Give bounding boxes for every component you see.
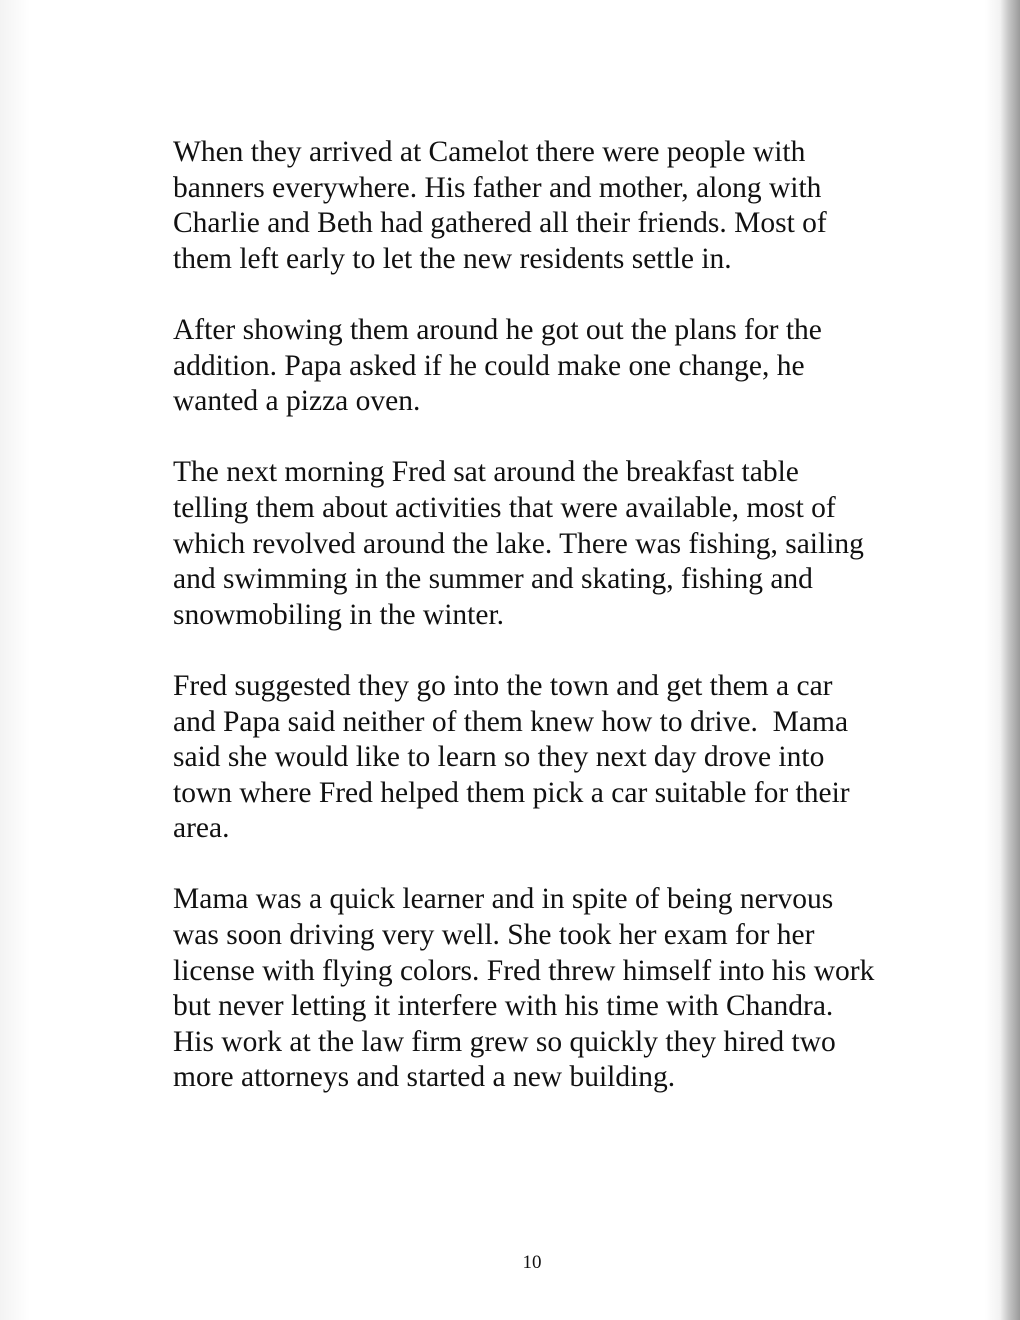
body-text: [173, 135, 933, 1132]
text-line: was soon driving very well. She took her exam for her: [173, 919, 815, 952]
text-line: wanted a pizza oven.: [173, 385, 421, 418]
text-line: Fred suggested they go into the town and get them a car: [173, 669, 833, 702]
page-number: 10: [522, 1252, 542, 1273]
text-line: town where Fred helped them pick a car suitable for their: [173, 776, 850, 809]
text-line: but never letting it interfere with his time with Chandra.: [173, 990, 834, 1023]
text-line: license with flying colors. Fred threw himself into his work: [173, 954, 875, 987]
text-line: After showing them around he got out the plans for the: [173, 313, 822, 346]
text-line: addition. Papa asked if he could make one change, he: [173, 349, 805, 382]
paragraph-4: [173, 669, 933, 847]
text-line: banners everywhere. His father and mother, along with: [173, 171, 822, 204]
text-line: more attorneys and started a new building.: [173, 1061, 676, 1094]
text-line: Mama was a quick learner and in spite of being nervous: [173, 883, 834, 916]
text-line: snowmobiling in the winter.: [173, 598, 505, 631]
text-line: them left early to let the new residents settle in.: [173, 242, 732, 275]
text-line: said she would like to learn so they next day drove into: [173, 741, 825, 774]
paragraph-2: [173, 313, 933, 420]
text-line: When they arrived at Camelot there were people with: [173, 136, 806, 168]
text-line: telling them about activities that were available, most of: [173, 491, 836, 524]
text-line: which revolved around the lake. There was fishing, sailing: [173, 527, 864, 560]
text-line: and swimming in the summer and skating, fishing and: [173, 563, 813, 596]
paragraph-1: [173, 135, 933, 277]
text-line: Charlie and Beth had gathered all their friends. Most of: [173, 207, 827, 240]
text-line: and Papa said neither of them knew how to drive. Mama: [173, 705, 849, 738]
paragraph-3: [173, 455, 933, 633]
text-line: His work at the law firm grew so quickly they hired two: [173, 1025, 836, 1058]
text-line: The next morning Fred sat around the breakfast table: [173, 456, 799, 489]
paragraph-5: [173, 882, 933, 1096]
text-line: area.: [173, 812, 230, 845]
